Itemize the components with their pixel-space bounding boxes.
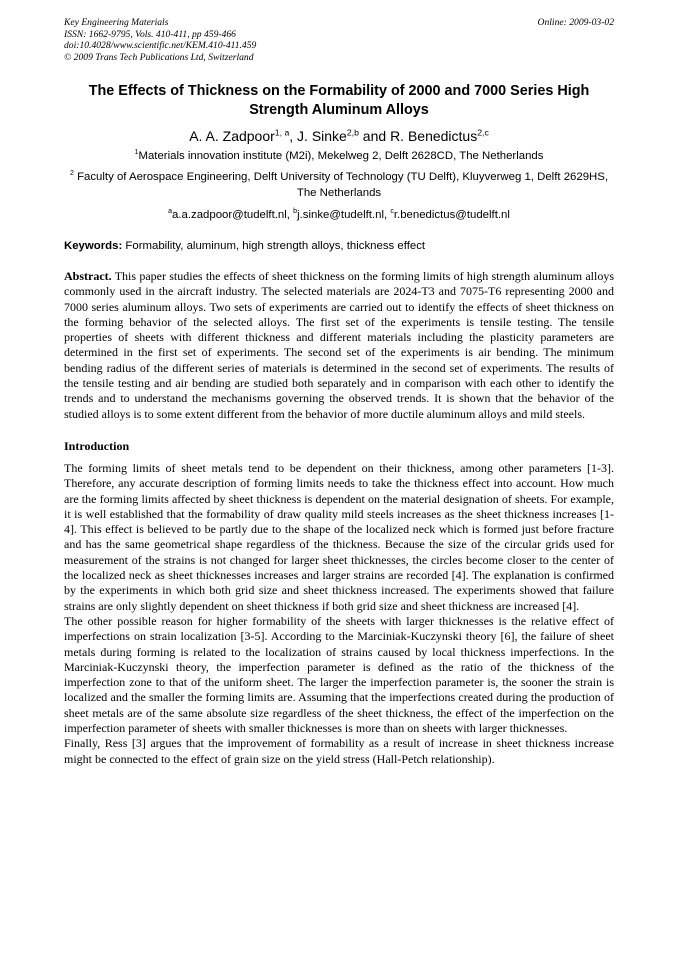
keywords-text: Formability, aluminum, high strength alloys, thickness effect — [125, 240, 426, 252]
email-mark: a — [168, 208, 172, 216]
author-name: R. Benedictus — [390, 128, 478, 144]
author-affiliation-mark: 2,b — [346, 127, 359, 138]
author-name: J. Sinke — [297, 128, 347, 144]
affiliation-1 — [64, 148, 614, 164]
journal-header — [64, 17, 614, 63]
keywords — [64, 239, 614, 254]
abstract-text: This paper studies the effects of sheet thickness on the forming limits of high strength aluminum alloys commonly used in the aircraft industry. The selected materials are 2024-T3 and 7075-T6 representing 2000 and 7000 series aluminum alloys. Two sets of experiments are carried out to identify the effects of sheet thickness on the forming behavior of the selected alloys. The first set of the experiments is tensile testing. The tensile properties of sheets with different thickness and different materials including the plasticity parameters are determined in the first set of experiments. The second set of the experiments is air bending. The minimum bending radius of the different series of materials is determined in the second set of experiments. The results of the tensile testing and air bending are studied both separately and in comparison with each other to identify the trends and to understand the mechanisms governing the observed trends. It is shown that the behavior of the studied alloys is to some extent different from the behavior of more ductile aluminum alloys and mild steels. — [64, 269, 614, 421]
author-list — [64, 127, 614, 145]
abstract — [64, 269, 614, 422]
email-separator: , — [286, 209, 294, 221]
introduction-paragraph: The other possible reason for higher formability of the sheets with larger thicknesses is the relative effect of imperfections on strain localization [3-5]. According to the Marciniak-Kuczynski theory [6], the failure of sheet metals during forming is related to the localization of strains caused by local thickness imperfections. In the Marciniak-Kuczynski theory, the imperfection parameter is defined as the ratio of the thickness of the imperfection zone to that of the uniform sheet. The larger the imperfection parameter is, the sooner the strain is localized and the smaller the forming limits are. Assuming that the imperfections created during the production of sheet metals are of the same absolute size regardless of the sheet thickness, the effect of the imperfection on the imperfection parameter of sheets with smaller thicknesses is more than on sheets with larger thicknesses. — [64, 613, 614, 736]
author-separator: , — [289, 128, 298, 144]
abstract-label: Abstract. — [64, 269, 112, 283]
introduction-heading: Introduction — [64, 438, 130, 453]
online-date: Online: 2009-03-02 — [537, 17, 614, 28]
email-link[interactable]: r.benedictus@tudelft.nl — [393, 209, 510, 221]
author-affiliation-mark: 1, a — [274, 127, 290, 138]
email-mark: c — [390, 208, 394, 216]
author-name: A. A. Zadpoor — [189, 128, 275, 144]
author-emails — [64, 207, 614, 223]
email-separator: , — [383, 209, 391, 221]
journal-copyright: © 2009 Trans Tech Publications Ltd, Switzerland — [64, 51, 254, 63]
keywords-label: Keywords: — [64, 240, 123, 252]
email-link[interactable]: a.a.zadpoor@tudelft.nl — [172, 209, 287, 221]
paper-page — [64, 17, 614, 767]
affiliation-2 — [64, 169, 614, 201]
affiliation-mark: 2 — [69, 170, 74, 178]
email-mark: b — [293, 208, 298, 216]
journal-issn: ISSN: 1662-9795, Vols. 410-411, pp 459-466 — [64, 28, 236, 40]
author-separator: and — [358, 128, 391, 144]
journal-name: Key Engineering Materials — [64, 17, 169, 28]
affiliation-text: Faculty of Aerospace Engineering, Delft University of Technology (TU Delft), Kluyverweg 1, Delft 2629HS, The Netherlands — [77, 171, 609, 199]
journal-doi: doi:10.4028/www.scientific.net/KEM.410-411.459 — [64, 40, 257, 51]
introduction-paragraph: Finally, Ress [3] argues that the improvement of formability as a result of increase in sheet thickness increase might be connected to the effect of grain size on the yield stress (Hall-Petch relationship). — [64, 736, 614, 766]
introduction-paragraph: The forming limits of sheet metals tend to be dependent on their thickness, among other parameters [1-3]. Therefore, any accurate description of forming limits needs to take the thickness effect into account. How much are the forming limits affected by sheet thickness is dependent on the material designation of sheets. For example, it is well established that the formability of draw quality mild steels increases as the sheet thickness increases [1-4]. This effect is believed to be partly due to the shape of the localized neck which is formed just before fracture and has the same geometrical shape regardless of the thickness. Because the size of the circular grids used for measurement of the strains is not changed for larger sheet thicknesses, the circles become closer to the center of the localized neck as sheet thicknesses increases and larger strains are recorded [4]. The explanation is confirmed by the experiments in which both grid size and sheet thickness increased. The experiments showed that failure strains are only slightly dependent on sheet thickness if both grid size and sheet thickness are increased [4]. — [64, 460, 614, 613]
affiliation-mark: 1 — [134, 149, 139, 157]
author-affiliation-mark: 2,c — [477, 127, 489, 138]
affiliation-text: Materials innovation institute (M2i), Mekelweg 2, Delft 2628CD, The Netherlands — [138, 150, 544, 162]
paper-title: The Effects of Thickness on the Formability of 2000 and 7000 Series High Strength Aluminum Alloys — [88, 83, 590, 118]
email-link[interactable]: j.sinke@tudelft.nl — [297, 209, 384, 221]
